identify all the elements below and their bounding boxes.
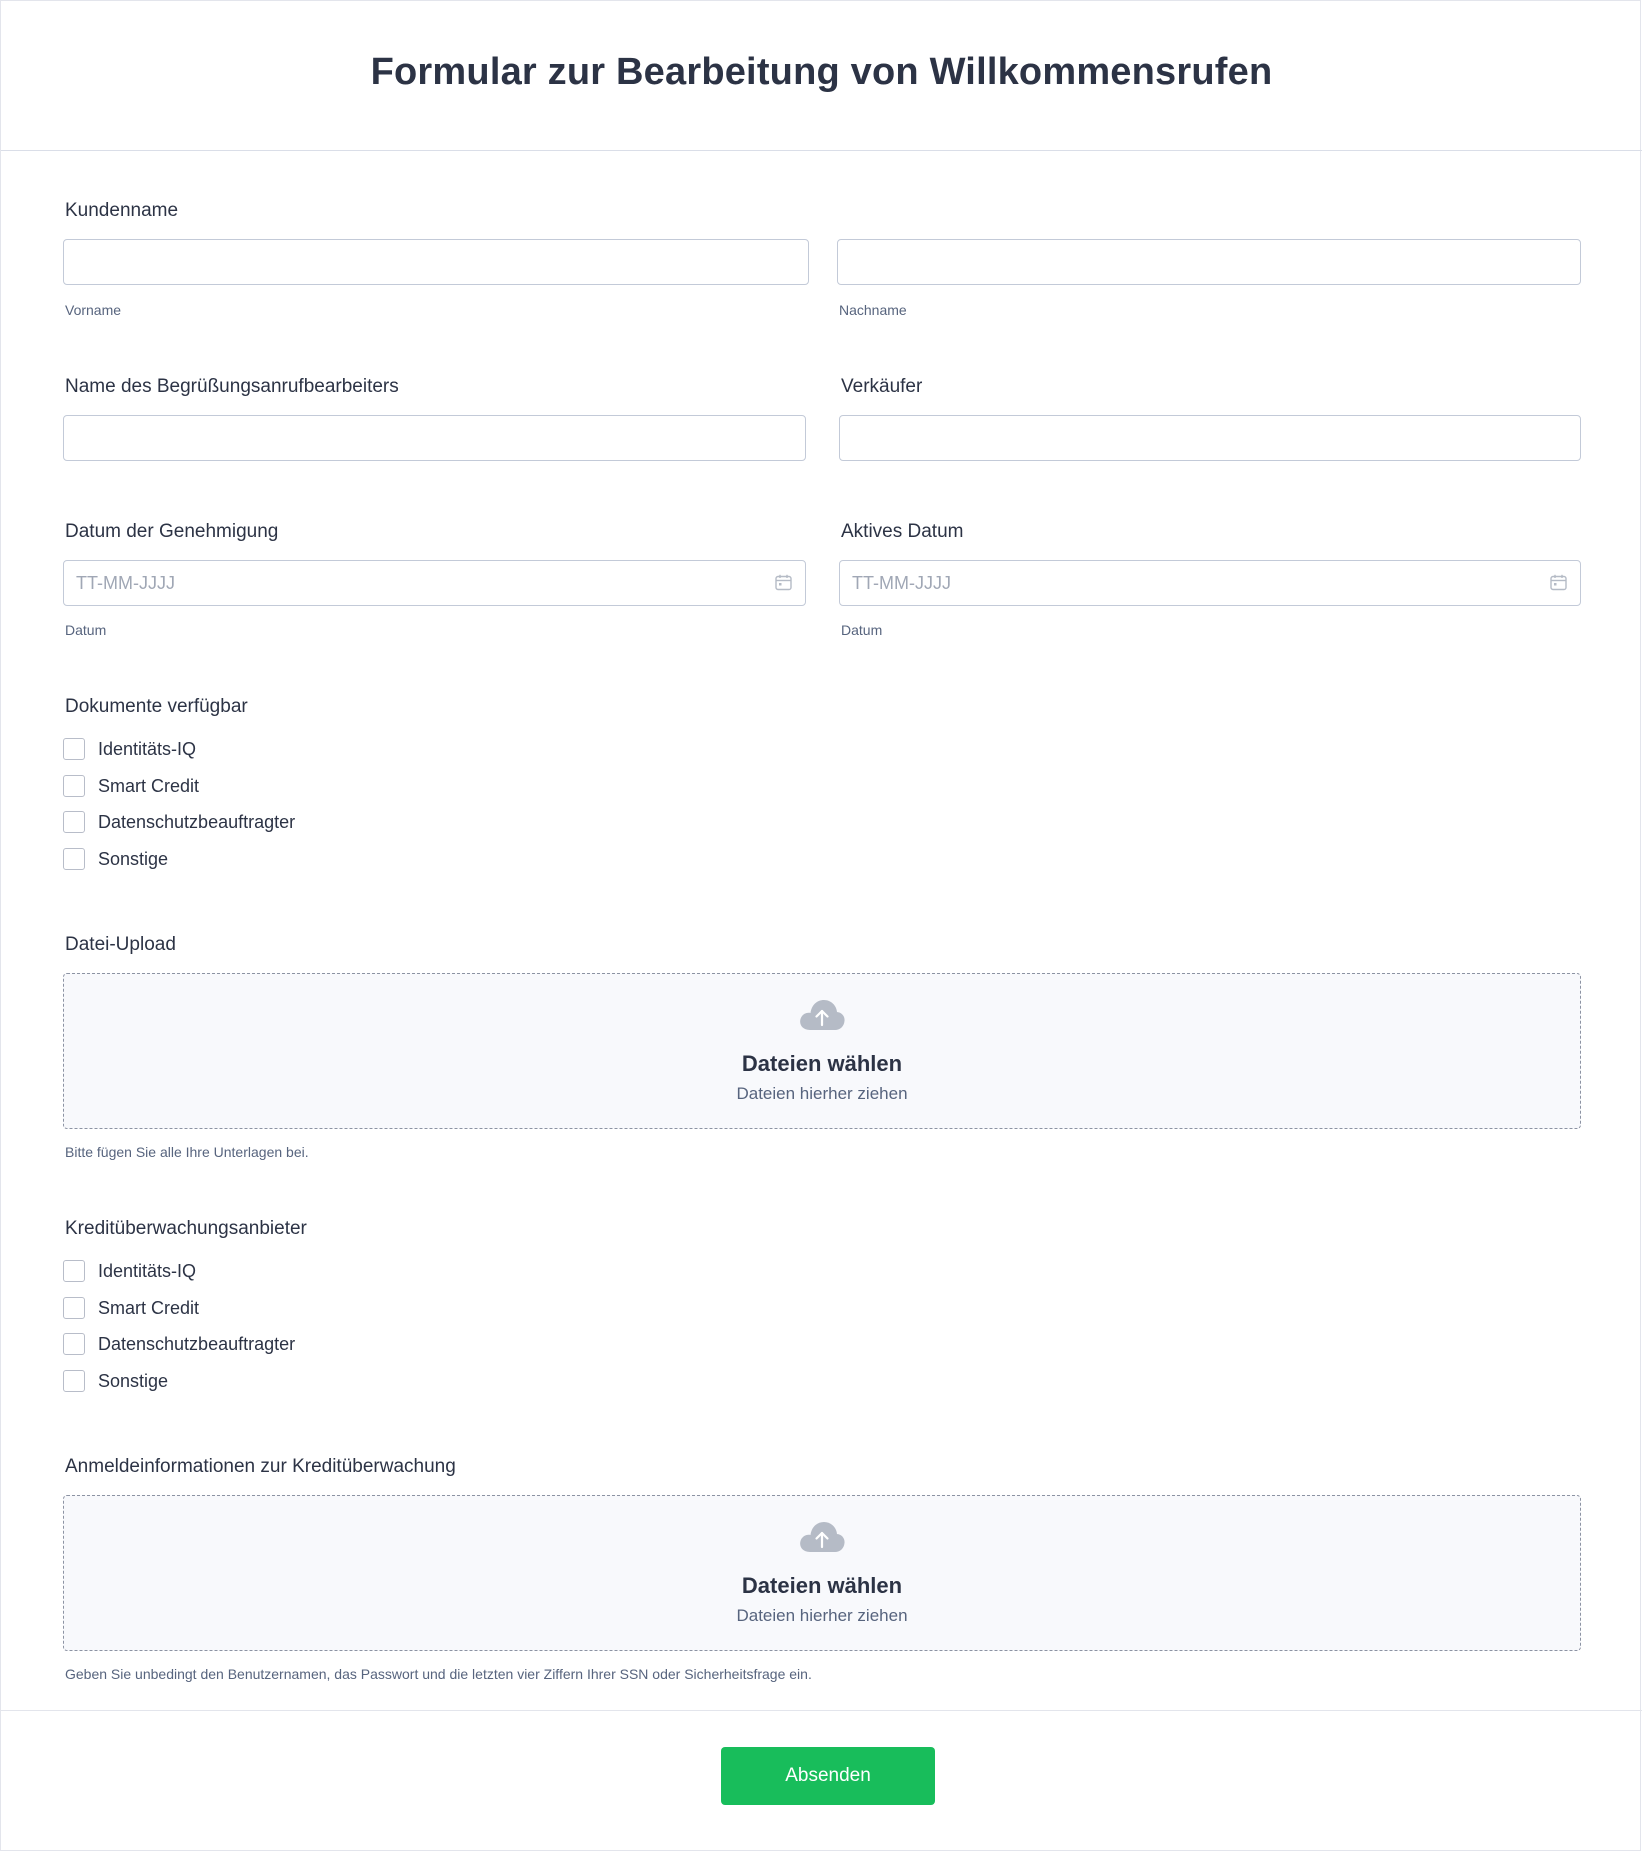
page-title: Formular zur Bearbeitung von Willkommensrufen <box>370 51 1273 93</box>
checkbox[interactable] <box>63 1260 85 1282</box>
footer-divider <box>1 1710 1642 1711</box>
checkbox-label[interactable]: Sonstige <box>98 848 169 869</box>
active-date-input[interactable] <box>839 560 1581 606</box>
approval-date-label: Datum der Genehmigung <box>65 521 279 542</box>
documents-option-other[interactable] <box>63 847 168 871</box>
credit-login-hint: Geben Sie unbedingt den Benutzernamen, das Passwort und die letzten vier Ziffern Ihrer SSN oder Sicherheitsfrage ein. <box>65 1666 812 1682</box>
file-upload-hint: Bitte fügen Sie alle Ihre Unterlagen bei. <box>65 1144 309 1160</box>
cloud-upload-icon <box>798 998 846 1032</box>
checkbox-label[interactable]: Identitäts-IQ <box>98 1260 197 1281</box>
active-date-sublabel: Datum <box>841 622 883 638</box>
checkbox-label[interactable]: Sonstige <box>98 1370 169 1391</box>
approval-date-field[interactable] <box>63 560 806 606</box>
provider-option-identity-iq[interactable] <box>63 1259 196 1283</box>
form-header <box>1 1 1642 151</box>
active-date-label: Aktives Datum <box>841 521 964 542</box>
approval-date-sublabel: Datum <box>65 622 107 638</box>
checkbox[interactable] <box>63 848 85 870</box>
active-date-field[interactable] <box>839 560 1581 606</box>
last-name-sublabel: Nachname <box>839 302 907 318</box>
drag-files-text: Dateien hierher ziehen <box>736 1084 908 1103</box>
checkbox[interactable] <box>63 1333 85 1355</box>
checkbox-label[interactable]: Identitäts-IQ <box>98 738 197 759</box>
welcome-caller-label: Name des Begrüßungsanrufbearbeiters <box>65 376 399 397</box>
calendar-icon[interactable] <box>1550 574 1567 591</box>
documents-option-identity-iq[interactable] <box>63 737 196 761</box>
last-name-input[interactable] <box>837 239 1581 285</box>
first-name-input[interactable] <box>63 239 809 285</box>
provider-option-other[interactable] <box>63 1369 168 1393</box>
choose-files-text[interactable]: Dateien wählen <box>741 1051 903 1076</box>
credit-login-label: Anmeldeinformationen zur Kreditüberwachung <box>65 1456 456 1477</box>
credit-provider-label: Kreditüberwachungsanbieter <box>65 1218 307 1239</box>
checkbox-label[interactable]: Datenschutzbeauftragter <box>98 1333 296 1354</box>
credit-login-dropzone[interactable] <box>63 1495 1581 1651</box>
approval-date-input[interactable] <box>63 560 806 606</box>
checkbox-label[interactable]: Smart Credit <box>98 775 200 796</box>
choose-files-text[interactable]: Dateien wählen <box>741 1573 903 1598</box>
file-upload-label: Datei-Upload <box>65 934 176 955</box>
checkbox[interactable] <box>63 738 85 760</box>
checkbox[interactable] <box>63 1370 85 1392</box>
checkbox[interactable] <box>63 811 85 833</box>
seller-input[interactable] <box>839 415 1581 461</box>
cloud-upload-icon <box>798 1520 846 1554</box>
first-name-sublabel: Vorname <box>65 302 122 318</box>
submit-button[interactable]: Absenden <box>721 1747 935 1805</box>
documents-option-privacy-officer[interactable] <box>63 810 295 834</box>
welcome-caller-input[interactable] <box>63 415 806 461</box>
checkbox-label[interactable]: Smart Credit <box>98 1297 200 1318</box>
provider-option-smart-credit[interactable] <box>63 1296 199 1320</box>
drag-files-text: Dateien hierher ziehen <box>736 1606 908 1625</box>
seller-label: Verkäufer <box>841 376 923 397</box>
checkbox-label[interactable]: Datenschutzbeauftragter <box>98 811 296 832</box>
customer-name-label: Kundenname <box>65 200 179 221</box>
checkbox[interactable] <box>63 775 85 797</box>
documents-option-smart-credit[interactable] <box>63 774 199 798</box>
documents-available-label: Dokumente verfügbar <box>65 696 248 717</box>
calendar-icon[interactable] <box>775 574 792 591</box>
provider-option-privacy-officer[interactable] <box>63 1332 295 1356</box>
file-upload-dropzone[interactable] <box>63 973 1581 1129</box>
checkbox[interactable] <box>63 1297 85 1319</box>
